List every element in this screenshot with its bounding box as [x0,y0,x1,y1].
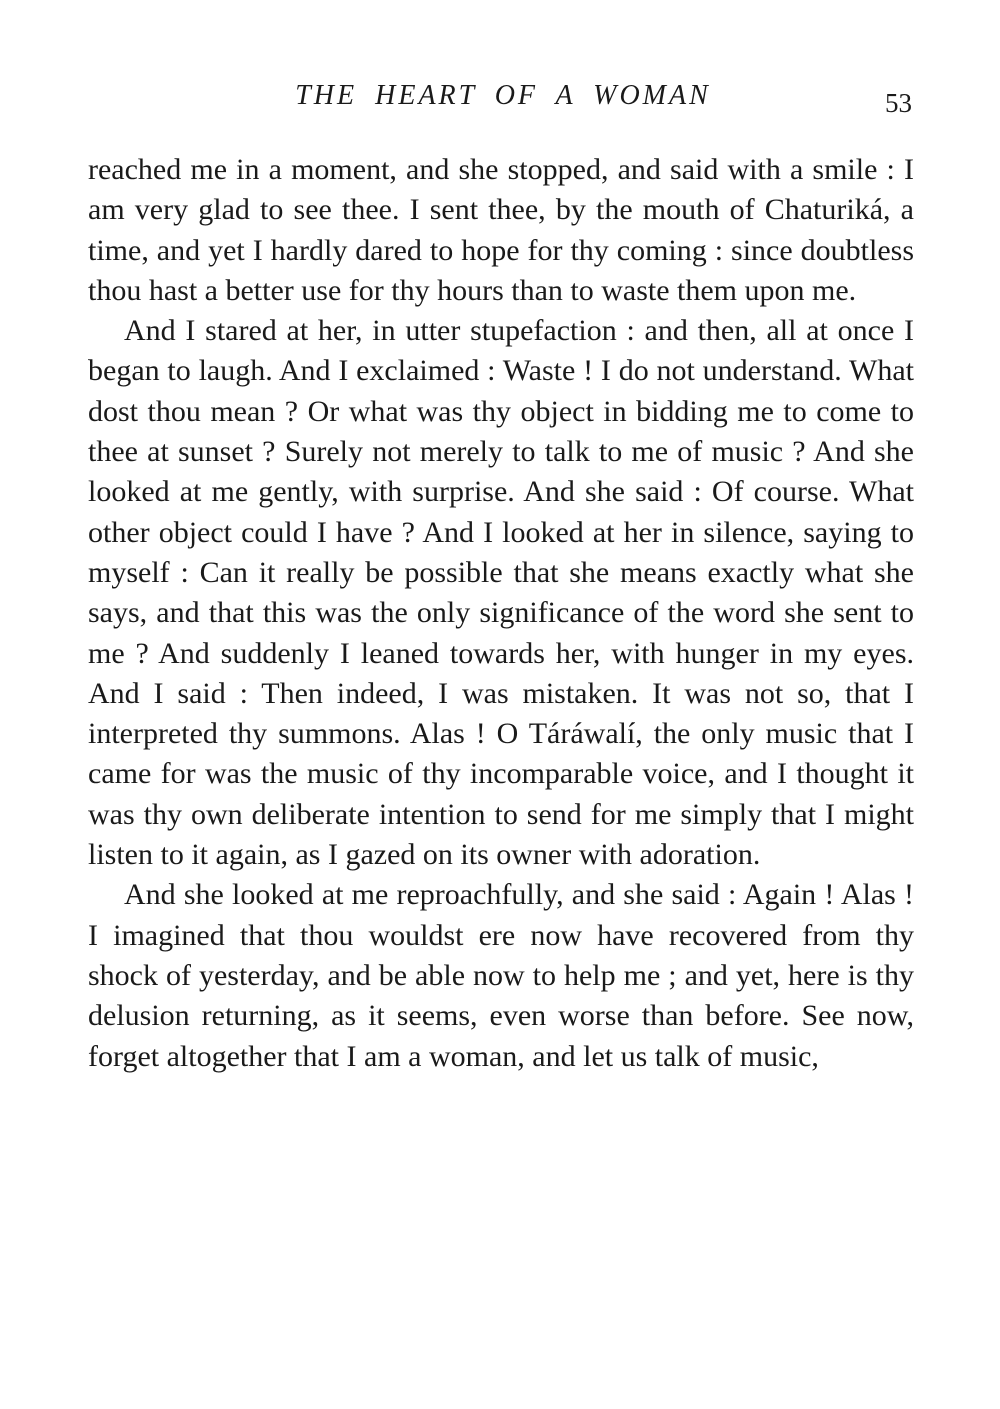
paragraph-1: reached me in a moment, and she stopped, and said with a smile : I am very glad to see thee. I sent thee, by the mouth of Chaturiká, a time, and yet I hardly dared to hope for thy coming : since doubtless thou hast a better use for thy hours than to waste them upon me. [88,153,914,307]
page-number: 53 [885,88,912,118]
paragraph-3: And she looked at me reproachfully, and she said : Again ! Alas ! I imagined that thou wouldst ere now have recovered from thy shock of yesterday, and be able now to help me ; and yet, here is thy delusion returning, as it seems, even worse than before. See now, forget altogether that I am a woman, and let us talk of music, [88,878,914,1073]
body-text [88,150,914,1077]
running-title: THE HEART OF A WOMAN [295,80,711,111]
running-header [88,80,918,130]
paragraph-2: And I stared at her, in utter stupefaction : and then, all at once I began to laugh. And I exclaimed : Waste ! I do not understand. What dost thou mean ? Or what was thy object in bidding me to come to thee at sunset ? Surely not merely to talk to me of music ? And she looked at me gently, with surprise. And she said : Of course. What other object could I have ? And I looked at her in silence, saying to myself : Can it really be possible that she means exactly what she says, and that this was the only significance of the word she sent to me ? And suddenly I leaned towards her, with hunger in my eyes. And I said : Then indeed, I was mistaken. It was not so, that I interpreted thy summons. Alas ! O Táráwalí, the only music that I came for was the music of thy incomparable voice, and I thought it was thy own deliberate intention to send for me simply that I might listen to it again, as I gazed on its owner with adoration. [88,314,914,872]
